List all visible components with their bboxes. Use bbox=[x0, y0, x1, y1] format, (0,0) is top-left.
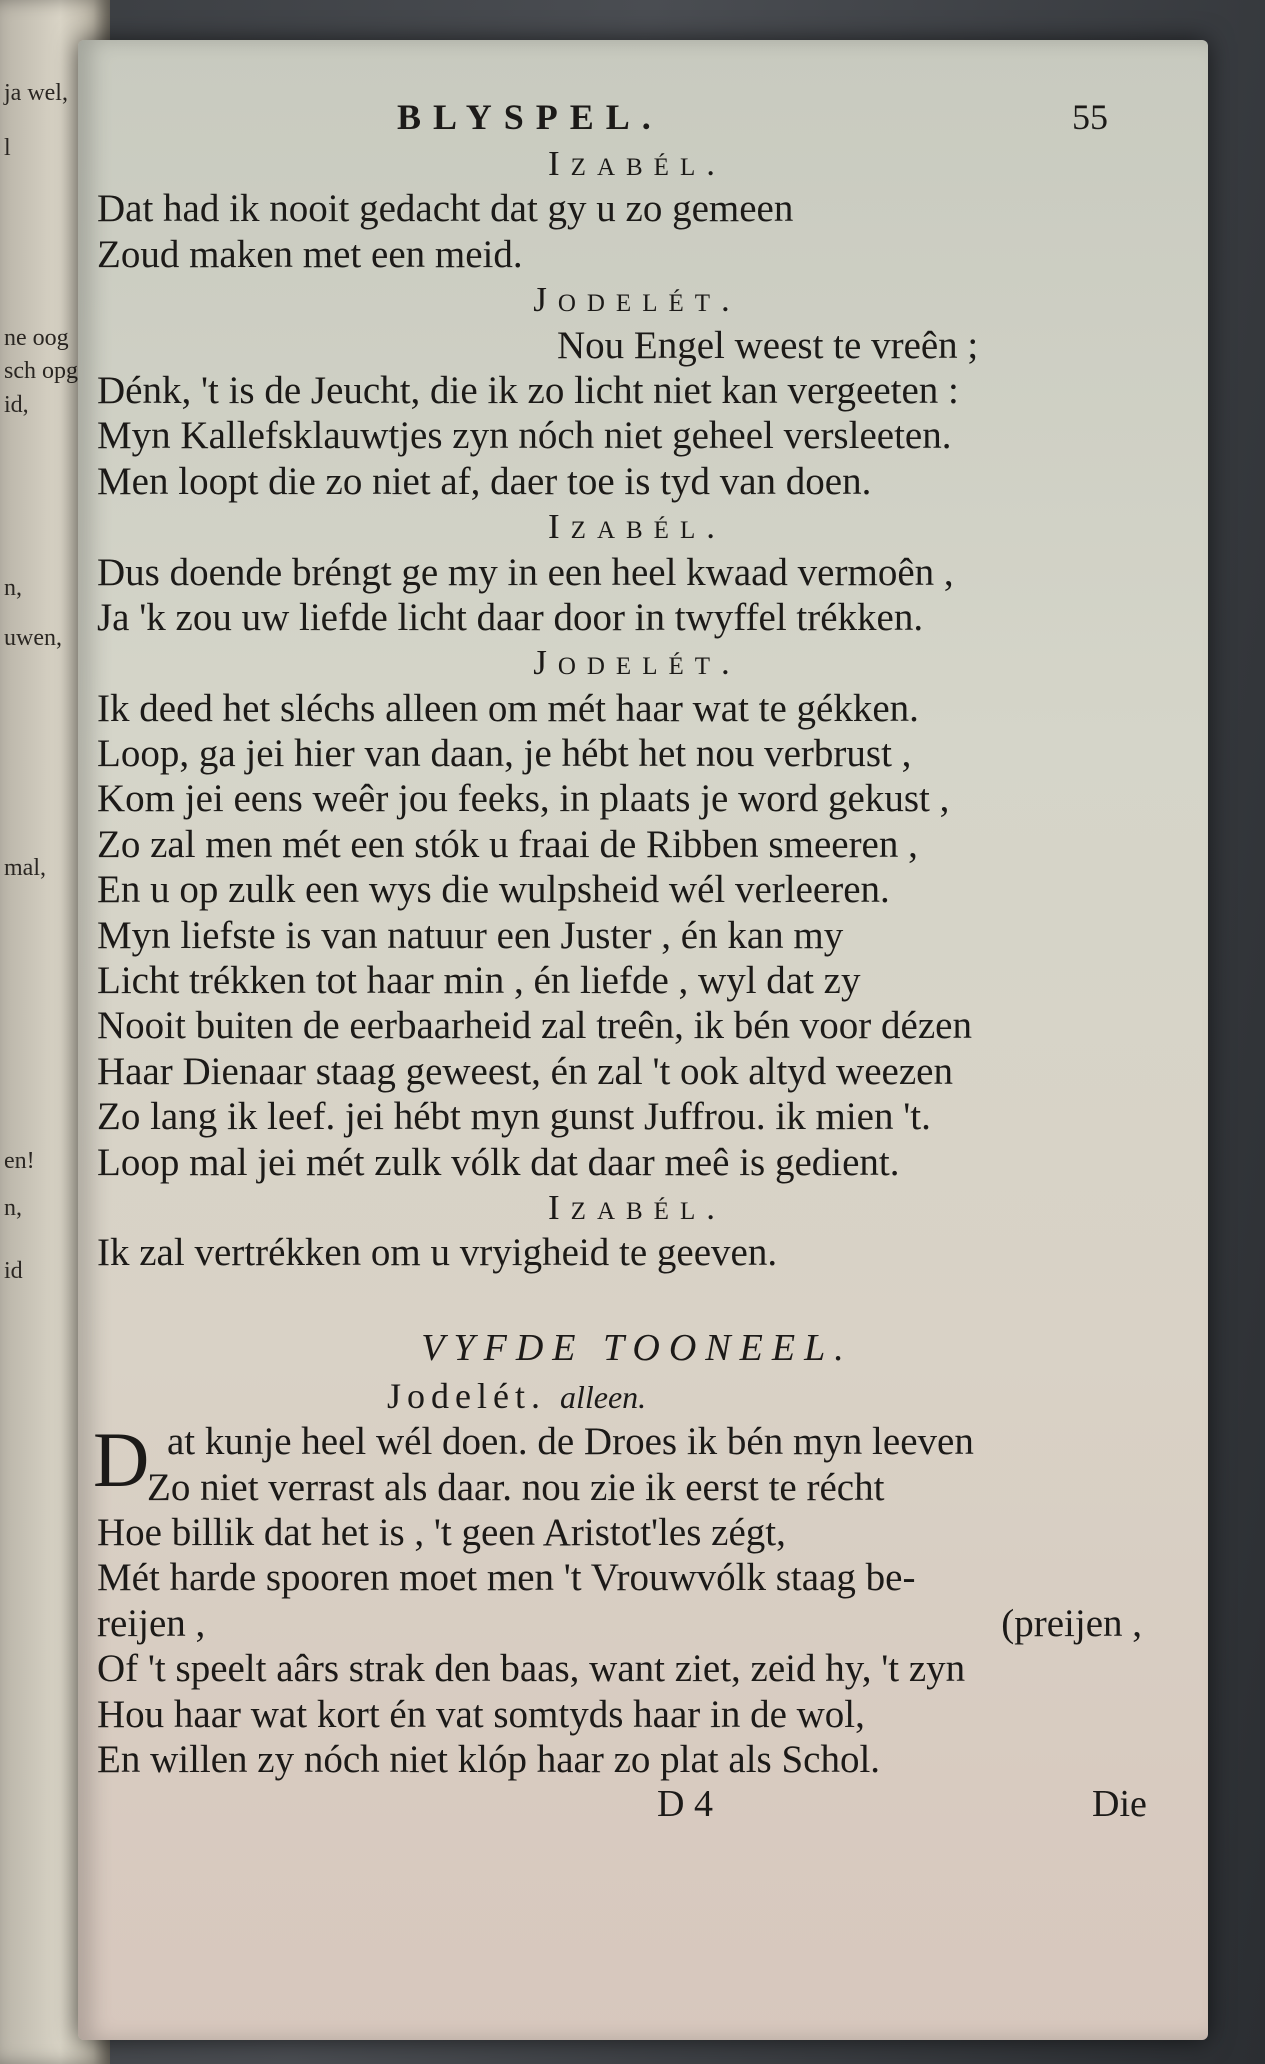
verse-line: Ik deed het sléchs alleen om mét haar wat te gékken. bbox=[97, 686, 919, 730]
facing-page-fragment: ne oog bbox=[4, 325, 69, 351]
speaker-heading: Izabél. bbox=[548, 507, 726, 547]
verse-line: Zo lang ik leef. jei hébt myn gunst Juffrou. ik mien 't. bbox=[97, 1095, 931, 1139]
speaker-heading: Izabél. bbox=[548, 144, 726, 183]
speaker-heading: Izabél. bbox=[548, 1187, 726, 1227]
scene-speaker-name: Jodelét. bbox=[387, 1375, 546, 1416]
verse-line: Myn liefste is van natuur een Juster , én kan my bbox=[97, 913, 844, 957]
scene-speaker bbox=[97, 1374, 1177, 1419]
running-title: BLYSPEL. bbox=[397, 97, 663, 137]
catchword: Die bbox=[1092, 1783, 1147, 1826]
verse-line: Dus doende bréngt ge my in een heel kwaad vermoên , bbox=[97, 550, 954, 594]
verse-text: at kunje heel wél doen. de Droes ik bén myn leeven bbox=[167, 1420, 974, 1464]
verse-line: Zoud maken met een meid. bbox=[97, 232, 523, 276]
facing-page-fragment: mal, bbox=[4, 855, 46, 881]
verse-line: Mét harde spooren moet men 't Vrouwvólk staag be- bbox=[97, 1556, 916, 1600]
scene-title: VYFDE TOONEEL. bbox=[421, 1326, 853, 1369]
speaker-heading: Jodelét. bbox=[533, 643, 741, 683]
verse-line: Nou Engel weest te vreên ; bbox=[557, 323, 979, 367]
facing-page-fragment: id, bbox=[4, 392, 29, 418]
verse-line: Dénk, 't is de Jeucht, die ik zo licht niet kan vergeeten : bbox=[97, 368, 959, 412]
facing-page-fragment: l bbox=[4, 135, 11, 161]
page-header bbox=[97, 95, 1177, 141]
facing-page-fragment: uwen, bbox=[4, 625, 62, 651]
verse-line: Hou haar wat kort én vat somtyds haar in de wol, bbox=[97, 1692, 865, 1736]
verse-line: Zo niet verrast als daar. nou zie ik eerst te récht bbox=[147, 1465, 885, 1509]
facing-page-fragment: id bbox=[4, 1258, 23, 1284]
page-number: 55 bbox=[1072, 97, 1108, 137]
verse-line: Zo zal men mét een stók u fraai de Ribben smeeren , bbox=[97, 822, 918, 866]
verse-line: Ja 'k zou uw liefde licht daar door in twyffel trékken. bbox=[97, 595, 924, 639]
turnover-text: (preijen , bbox=[1001, 1601, 1142, 1645]
facing-page-fragment: ja wel, bbox=[4, 80, 68, 106]
drop-capital: D bbox=[93, 1416, 150, 1504]
verse-line: Myn Kallefsklauwtjes zyn nóch niet geheel versleeten. bbox=[97, 414, 952, 458]
verse-line: Of 't speelt aârs strak den baas, want ziet, zeid hy, 't zyn bbox=[97, 1647, 966, 1691]
verse-line: Loop mal jei mét zulk vólk dat daar meê is gedient. bbox=[97, 1140, 900, 1184]
verse-line-split bbox=[97, 1601, 1142, 1646]
verse-line: Nooit buiten de eerbaarheid zal treên, ik bén voor dézen bbox=[97, 1004, 972, 1048]
facing-page-fragment: n, bbox=[4, 575, 22, 601]
signature-mark: D 4 bbox=[657, 1783, 713, 1826]
verse-line: Loop, ga jei hier van daan, je hébt het nou verbrust , bbox=[97, 732, 912, 776]
speaker-heading: Jodelét. bbox=[533, 280, 741, 320]
verse-line: Dat had ik nooit gedacht dat gy u zo gemeen bbox=[97, 187, 794, 231]
verse-line: Haar Dienaar staag geweest, én zal 't ook altyd weezen bbox=[97, 1049, 953, 1093]
verse-line: Licht trékken tot haar min , én liefde , wyl dat zy bbox=[97, 959, 861, 1003]
page-footer bbox=[97, 1782, 1177, 1828]
facing-page-fragment: n, bbox=[4, 1195, 22, 1221]
facing-page-fragment: sch opg bbox=[4, 358, 78, 384]
verse-line: Ik zal vertrékken om u vryigheid te geeven. bbox=[97, 1231, 778, 1275]
verse-line: En u op zulk een wys die wulpsheid wél verleeren. bbox=[97, 868, 890, 912]
verse-text: reijen , bbox=[97, 1601, 206, 1645]
page-text bbox=[93, 95, 1177, 1828]
verse-line: Men loopt die zo niet af, daer toe is tyd van doen. bbox=[97, 459, 872, 503]
section-spacer bbox=[97, 1276, 1177, 1326]
verse-line: En willen zy nóch niet klóp haar zo plat als Schol. bbox=[97, 1737, 881, 1781]
stage-direction: alleen. bbox=[559, 1378, 647, 1415]
verse-line: Hoe billik dat het is , 't geen Aristot'les zégt, bbox=[97, 1510, 786, 1554]
verse-line: Kom jei eens weêr jou feeks, in plaats je word gekust , bbox=[97, 777, 950, 821]
facing-page-fragment: en! bbox=[4, 1148, 35, 1174]
